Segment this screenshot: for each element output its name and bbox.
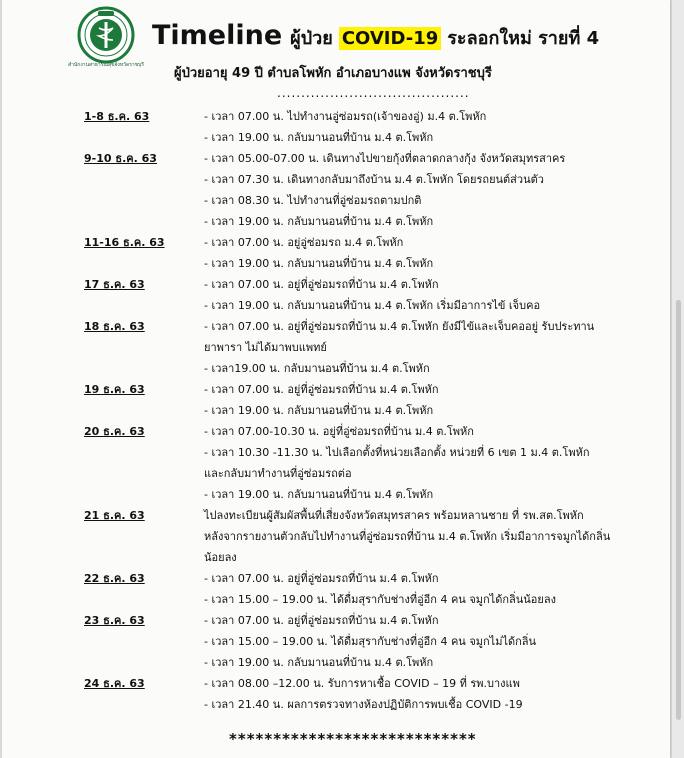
entry-date: 17 ธ.ค. 63 [84,278,145,291]
entry-line: - เวลา 21.40 น. ผลการตรวจทางห้องปฏิบัติการพบเชื้อ COVID -19 [204,698,523,711]
entry-date: 20 ธ.ค. 63 [84,425,145,438]
entry-line: - เวลา 19.00 น. กลับมานอนที่บ้าน ม.4 ต.โพหัก [204,656,434,669]
page-title [152,20,599,52]
entry-line: - เวลา 07.00 น. อยู่ที่อู่ซ่อมรถที่บ้าน ม.4 ต.โพหัก [204,383,439,396]
vertical-scrollbar[interactable] [672,0,684,758]
entry-date: 11-16 ธ.ค. 63 [84,236,165,249]
entry-date: 1-8 ธ.ค. 63 [84,110,150,123]
entry-line: - เวลา 19.00 น. กลับมานอนที่บ้าน ม.4 ต.โพหัก [204,215,434,228]
entry-line: - เวลา 19.00 น. กลับมานอนที่บ้าน ม.4 ต.โพหัก [204,257,434,270]
entry-line: - เวลา 10.30 -11.30 น. ไปเลือกตั้งที่หน่วยเลือกตั้ง หน่วยที่ 6 เขต 1 ม.4 ต.โพหัก [204,446,590,459]
entry-line: - เวลา 07.00 น. อยู่ที่อู่ซ่อมรถที่บ้าน ม.4 ต.โพหัก [204,278,439,291]
entry-line: - เวลา 07.00-10.30 น. อยู่ที่อู่ซ่อมรถที่บ้าน ม.4 ต.โพหัก [204,425,474,438]
patient-subtitle: ผู้ป่วยอายุ 49 ปี ตำบลโพหัก อำเภอบางแพ จังหวัดราชบุรี [174,66,492,81]
entry-date: 19 ธ.ค. 63 [84,383,145,396]
entry-date: 21 ธ.ค. 63 [84,509,145,522]
entry-line: หลังจากรายงานตัวกลับไปทำงานที่อู่ซ่อมรถที่บ้าน ม.4 ต.โพหัก เริ่มมีอาการจมูกได้กลิ่น [204,530,611,543]
logo-caption: สำนักงานสาธารณสุขจังหวัดราชบุรี [68,62,144,68]
entry-line: - เวลา 19.00 น. กลับมานอนที่บ้าน ม.4 ต.โพหัก [204,404,434,417]
entry-line: - เวลา 19.00 น. กลับมานอนที่บ้าน ม.4 ต.โพหัก เริ่มมีอาการไข้ เจ็บคอ [204,299,541,312]
title-prefix: ผู้ป่วย [290,28,333,49]
footer-stars: **************************** [229,730,477,748]
entry-line: - เวลา 07.00 น. อยู่ที่อู่ซ่อมรถที่บ้าน ม.4 ต.โพหัก [204,572,439,585]
title-timeline: Timeline [152,20,283,51]
title-covid-highlight: COVID-19 [339,27,441,50]
entry-line: น้อยลง [204,551,237,564]
entry-line: ไปลงทะเบียนผู้สัมผัสพื้นที่เสี่ยงจังหวัดสมุทรสาคร พร้อมหลานชาย ที่ รพ.สต.โพหัก [204,509,584,522]
entry-line: - เวลา 05.00-07.00 น. เดินทางไปขายกุ้งที่ตลาดกลางกุ้ง จังหวัดสมุทรสาคร [204,152,566,165]
ministry-of-public-health-logo-icon [72,6,140,64]
document-page [2,0,670,758]
entry-line: และกลับมาทำงานที่อู่ซ่อมรถต่อ [204,467,352,480]
entry-date: 18 ธ.ค. 63 [84,320,145,333]
entry-line: - เวลา 07.00 น. อยู่อู่ซ่อมรถ ม.4 ต.โพหัก [204,236,404,249]
entry-line: - เวลา 15.00 – 19.00 น. ได้ดื่มสุรากับช่างที่อู่อีก 4 คน จมูกได้กลิ่นน้อยลง [204,593,556,606]
entry-line: - เวลา 07.00 น. อยู่ที่อู่ซ่อมรถที่บ้าน ม.4 ต.โพหัก ยังมีไข้และเจ็บคออยู่ รับประทาน [204,320,595,333]
entry-line: - เวลา 08.00 –12.00 น. รับการหาเชื้อ COVID – 19 ที่ รพ.บางแพ [204,677,520,690]
entry-date: 24 ธ.ค. 63 [84,677,145,690]
entry-date: 9-10 ธ.ค. 63 [84,152,157,165]
entry-line: - เวลา 07.30 น. เดินทางกลับมาถึงบ้าน ม.4 ต.โพหัก โดยรถยนต์ส่วนตัว [204,173,544,186]
entry-line: - เวลา 15.00 – 19.00 น. ได้ดื่มสุรากับช่างที่อู่อีก 4 คน จมูกไม่ได้กลิ่น [204,635,537,648]
entry-date: 22 ธ.ค. 63 [84,572,145,585]
scrollbar-thumb[interactable] [676,300,681,720]
entry-line: ยาพารา ไม่ได้มาพบแพทย์ [204,341,327,354]
title-suffix: ระลอกใหม่ รายที่ 4 [447,28,600,49]
entry-line: - เวลา 07.00 น. อยู่ที่อู่ซ่อมรถที่บ้าน ม.4 ต.โพหัก [204,614,439,627]
entry-line: - เวลา 07.00 น. ไปทำงานอู่ซ่อมรถ(เจ้าของอู่) ม.4 ต.โพหัก [204,110,487,123]
entry-line: - เวลา 08.30 น. ไปทำงานที่อู่ซ่อมรถตามปกติ [204,194,422,207]
entry-line: - เวลา19.00 น. กลับมานอนที่บ้าน ม.4 ต.โพหัก [204,362,430,375]
divider-dots: ........................................ [277,86,470,100]
entry-date: 23 ธ.ค. 63 [84,614,145,627]
entry-line: - เวลา 19.00 น. กลับมานอนที่บ้าน ม.4 ต.โพหัก [204,488,434,501]
entry-line: - เวลา 19.00 น. กลับมานอนที่บ้าน ม.4 ต.โพหัก [204,131,434,144]
